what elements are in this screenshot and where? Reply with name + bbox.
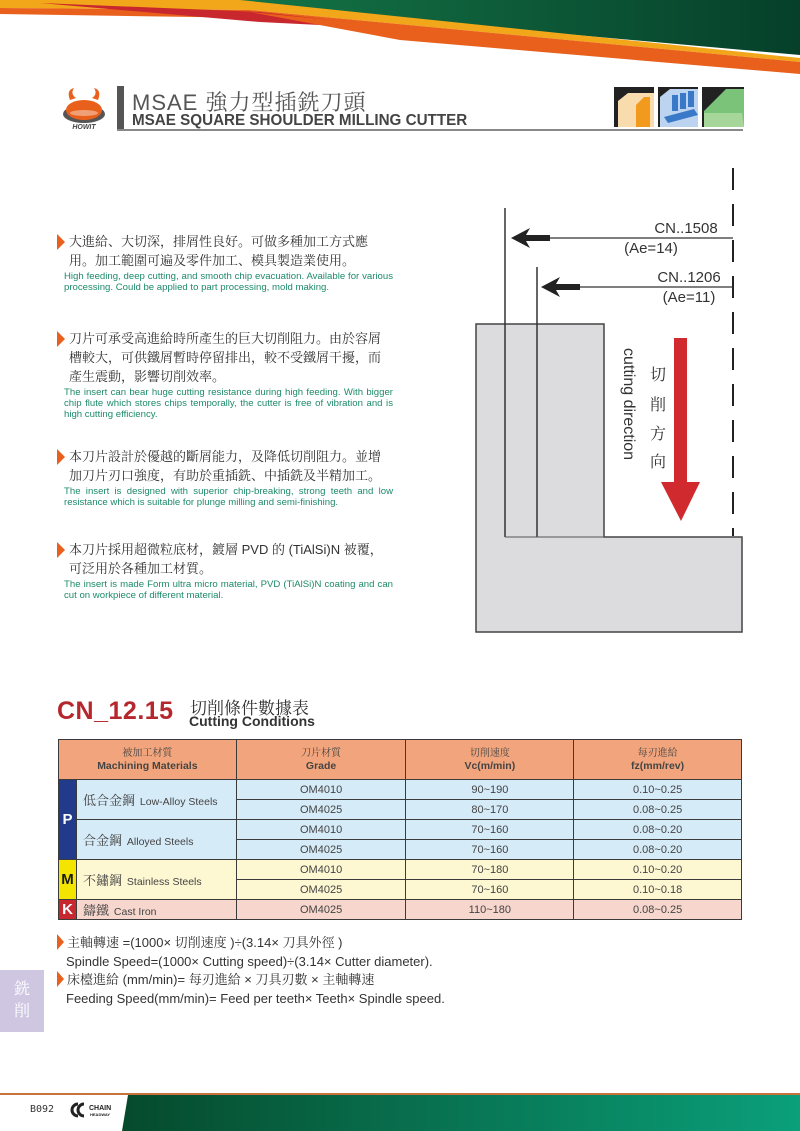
label-ae14: (Ae=14) — [624, 240, 678, 257]
bullet-arrow-icon — [57, 449, 65, 465]
bullet-arrow-icon — [57, 234, 65, 250]
brand-logo — [60, 86, 108, 136]
page-number: B092 — [30, 1104, 55, 1115]
slot-milling-icon — [658, 87, 698, 127]
section-title-zh: 切削條件數據表 — [190, 699, 309, 718]
formula-zh: 主軸轉速 =(1000× 切削速度 )÷(3.14× 刀具外徑 ) — [67, 935, 343, 950]
direction-zh-char: 方 — [649, 426, 667, 443]
face-milling-icon — [702, 87, 744, 127]
bullet-arrow-icon — [57, 331, 65, 347]
grade-cell: OM4010 — [236, 780, 406, 800]
table-header-row — [59, 740, 742, 780]
direction-zh-char: 削 — [649, 397, 667, 414]
grade-cell: OM4025 — [236, 880, 406, 900]
feature-item — [57, 329, 393, 420]
footer-logo — [66, 1101, 126, 1119]
cutting-direction-arrow-icon — [661, 338, 700, 521]
ae11-arrow-icon — [541, 277, 580, 297]
material-cell: 不鏽鋼 Stainless Steels — [76, 860, 236, 900]
label-cn1508: CN..1508 — [654, 220, 718, 237]
group-code-k: K — [59, 900, 77, 920]
vc-cell: 80~170 — [406, 800, 574, 820]
vc-cell: 90~190 — [406, 780, 574, 800]
material-cell: 合金鋼 Alloyed Steels — [76, 820, 236, 860]
bullet-arrow-icon — [57, 542, 65, 558]
feature-text-zh: 本刀片設計於優越的斷屑能力，及降低切削阻力。並增加刀片刃口強度，有助於重插銑、中插銑及半精加工。 — [69, 449, 382, 483]
formula-en: Feeding Speed(mm/min)= Feed per teeth× Teeth× Spindle speed. — [66, 991, 445, 1006]
vc-cell: 70~160 — [406, 820, 574, 840]
feature-text-zh: 本刀片採用超微粒底材，鍍層 PVD 的 (TiAlSi)N 被覆，可泛用於各種加工材質。 — [69, 542, 383, 576]
cutting-direction-en: cutting direction — [620, 348, 637, 461]
vc-cell: 70~180 — [406, 860, 574, 880]
formula-feeding-speed — [57, 970, 445, 1008]
formula-zh: 床檯進給 (mm/min)= 每刃進給 × 刀具刃數 × 主軸轉速 — [67, 972, 375, 987]
vc-cell: 110~180 — [406, 900, 574, 920]
svg-text:HEADWAY: HEADWAY — [90, 1112, 111, 1117]
header-grade: 刀片材質 Grade — [236, 740, 406, 780]
label-cn1206: CN..1206 — [657, 269, 721, 286]
formula-spindle-speed — [57, 933, 433, 971]
table-row — [59, 820, 742, 840]
cutting-conditions-table — [58, 739, 742, 920]
table-row — [59, 900, 742, 920]
header-banner — [0, 0, 800, 80]
table-row — [59, 860, 742, 880]
page-title-en: MSAE SQUARE SHOULDER MILLING CUTTER — [132, 112, 468, 129]
grade-cell: OM4025 — [236, 900, 406, 920]
feature-text-zh: 刀片可承受高進給時所產生的巨大切削阻力。由於容屑槽較大，可供鐵屑暫時停留排出，較不受鐵屑干擾，而產生震動，影響切削效率。 — [69, 331, 382, 384]
group-code-m: M — [59, 860, 77, 900]
feature-text-en: The insert is designed with superior chip-breaking, strong teeth and low resistance which is suitable for plunge milling and semi-finishing. — [64, 486, 393, 508]
page-title-zh: MSAE 強力型插銑刀頭 — [132, 90, 367, 115]
feature-text-en: High feeding, deep cutting, and smooth chip evacuation. Available for various processing. Could be applied to part processing, mold making. — [64, 271, 393, 293]
formula-en: Spindle Speed=(1000× Cutting speed)÷(3.14× Cutter diameter). — [66, 954, 433, 969]
header-fz: 每刃進給 fz(mm/rev) — [574, 740, 742, 780]
material-cell: 低合金鋼 Low-Alloy Steels — [76, 780, 236, 820]
vc-cell: 70~160 — [406, 880, 574, 900]
cutting-diagram — [460, 160, 760, 640]
grade-cell: OM4010 — [236, 820, 406, 840]
header-materials: 被加工材質 Machining Materials — [59, 740, 237, 780]
shoulder-milling-icon — [614, 87, 654, 127]
table-row — [59, 780, 742, 800]
ae14-arrow-icon — [511, 228, 550, 248]
feature-item — [57, 540, 393, 601]
brand-name: HOWIT — [72, 124, 96, 131]
chain-headway-logo-icon — [66, 1101, 126, 1119]
label-ae11: (Ae=11) — [662, 289, 716, 306]
group-code-p: P — [59, 780, 77, 860]
fz-cell: 0.08~0.20 — [574, 840, 742, 860]
operation-icons — [614, 87, 744, 127]
title-accent-bar — [117, 86, 124, 130]
fz-cell: 0.08~0.25 — [574, 900, 742, 920]
svg-text:CHAIN: CHAIN — [89, 1105, 112, 1112]
fz-cell: 0.10~0.25 — [574, 780, 742, 800]
fz-cell: 0.10~0.18 — [574, 880, 742, 900]
direction-zh-char: 向 — [649, 454, 667, 471]
feature-text-zh: 大進給、大切深，排屑性良好。可做多種加工方式應用。加工範圍可遍及零件加工、模具製造業使用。 — [69, 234, 369, 268]
header-vc: 切削速度 Vc(m/min) — [406, 740, 574, 780]
feature-item — [57, 232, 393, 293]
feature-text-en: The insert can bear huge cutting resistance during high feeding. With bigger chip flute which stores chips temporally, the cutter is free of vibration and is high cutting efficiency. — [64, 387, 393, 420]
crab-logo-icon — [60, 86, 108, 124]
bullet-arrow-icon — [57, 971, 64, 987]
direction-zh-char: 切 — [649, 367, 667, 384]
fz-cell: 0.10~0.20 — [574, 860, 742, 880]
fz-cell: 0.08~0.25 — [574, 800, 742, 820]
feature-text-en: The insert is made Form ultra micro material, PVD (TiAlSi)N coating and can cut on workpiece of different material. — [64, 579, 393, 601]
section-side-tab: 銑 削 — [0, 970, 44, 1032]
workpiece-shape — [476, 324, 742, 632]
fz-cell: 0.08~0.20 — [574, 820, 742, 840]
bullet-arrow-icon — [57, 934, 64, 950]
vc-cell: 70~160 — [406, 840, 574, 860]
section-title-en: Cutting Conditions — [189, 713, 315, 729]
grade-cell: OM4010 — [236, 860, 406, 880]
insert-code: CN_12.15 — [57, 697, 174, 725]
material-cell: 鑄鐵 Cast Iron — [76, 900, 236, 920]
grade-cell: OM4025 — [236, 800, 406, 820]
grade-cell: OM4025 — [236, 840, 406, 860]
feature-item — [57, 447, 393, 508]
